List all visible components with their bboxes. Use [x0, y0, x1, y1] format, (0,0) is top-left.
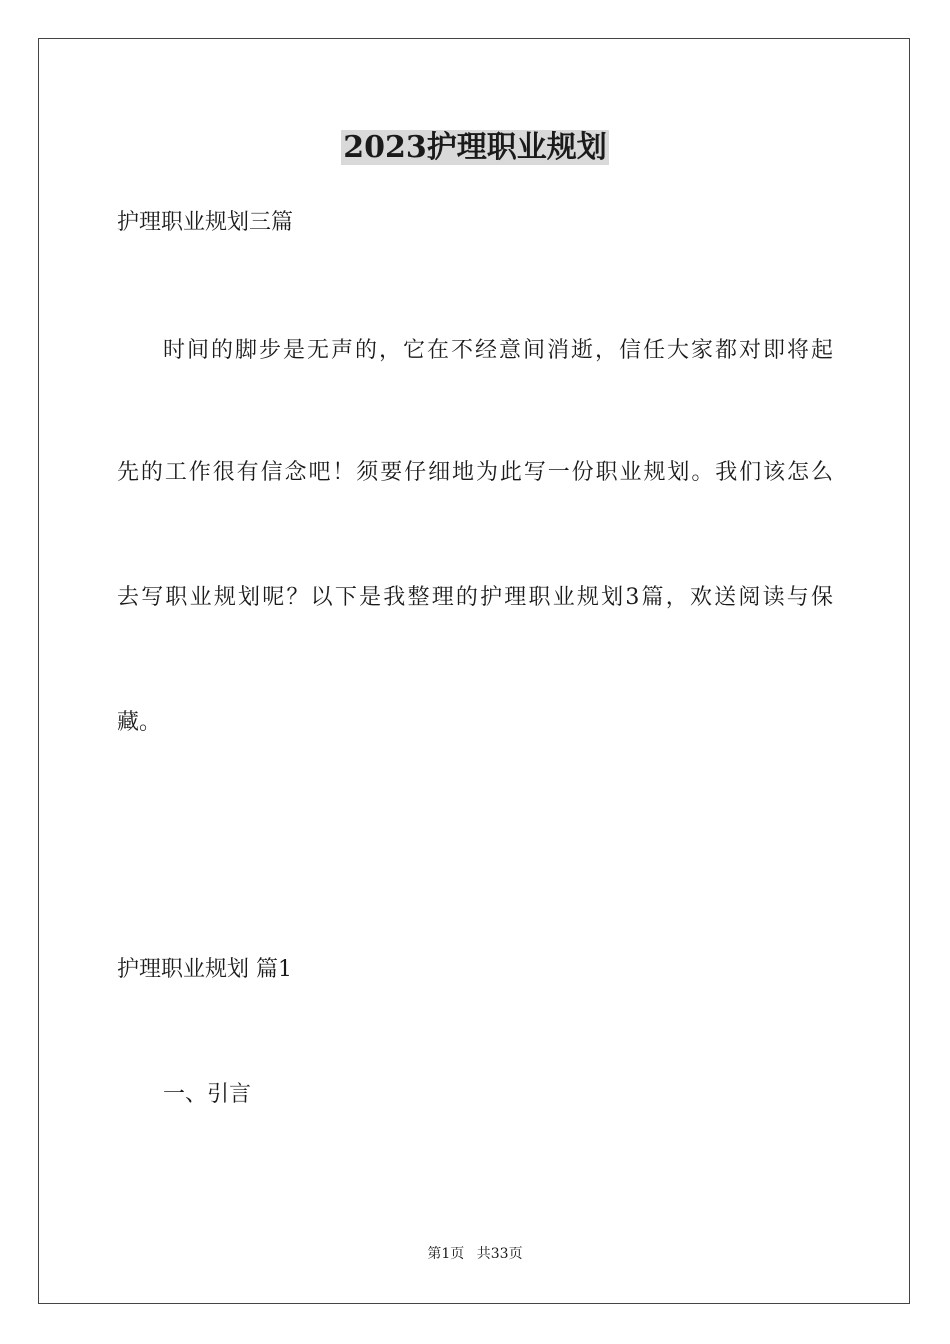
document-subtitle: 护理职业规划三篇	[117, 210, 294, 235]
page-footer	[0, 1244, 950, 1264]
section-heading: 护理职业规划 篇1	[117, 957, 292, 982]
document-title-text: 2023护理职业规划	[343, 130, 607, 165]
intro-line-2: 先的工作很有信念吧！须要仔细地为此写一份职业规划。我们该怎么	[117, 460, 833, 485]
page-number: 第1页	[427, 1246, 465, 1262]
document-title	[0, 128, 950, 168]
intro-line-1: 时间的脚步是无声的，它在不经意间消逝，信任大家都对即将起	[163, 338, 833, 363]
intro-line-3: 去写职业规划呢？以下是我整理的护理职业规划3篇，欢送阅读与保	[117, 585, 833, 610]
subsection-heading: 一、引言	[163, 1082, 252, 1107]
intro-line-4: 藏。	[117, 710, 162, 735]
total-pages: 共33页	[476, 1246, 523, 1262]
